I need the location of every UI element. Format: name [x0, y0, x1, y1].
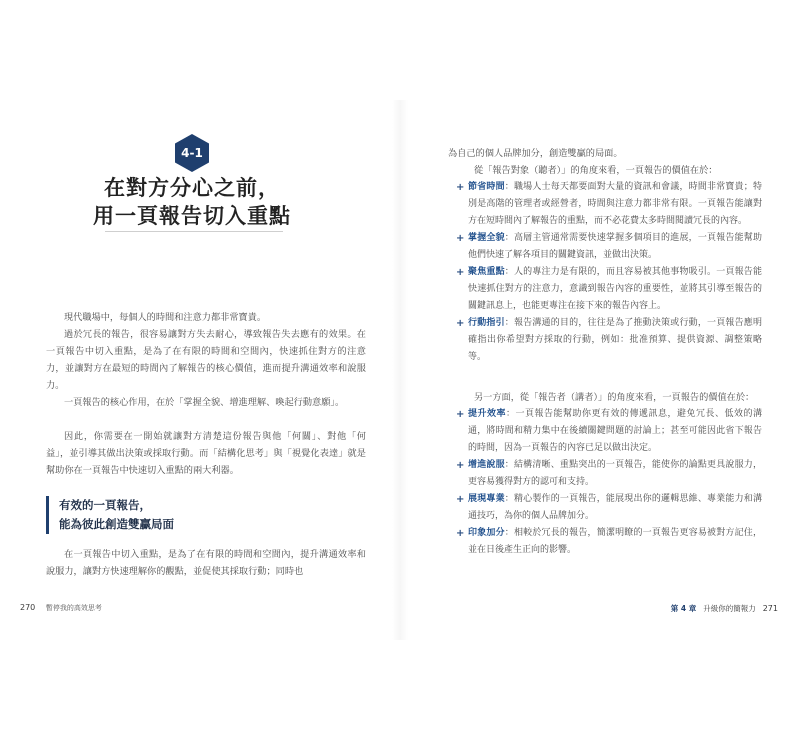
left-footer	[20, 603, 102, 613]
list-item	[456, 264, 762, 315]
paragraph-5: 在一頁報告中切入重點，是為了在有限的時間和空間內，提升溝通效率和說服力，讓對方快速理解你的觀點，並促使其採取行動；同時也	[46, 549, 366, 577]
page-number-left: 270	[20, 603, 36, 612]
chapter-section-badge	[172, 133, 212, 173]
reporter-value-list	[456, 406, 762, 559]
list-item	[456, 406, 762, 457]
list-item	[456, 230, 762, 264]
term-description: ：相較於冗長的報告，簡潔明瞭的一頁報告更容易被對方記住，並在日後產生正向的影響。	[468, 528, 762, 555]
term-description: ：精心製作的一頁報告，能展現出你的邏輯思維、專業能力和溝通技巧，為你的個人品牌加分。	[468, 494, 762, 521]
term-description: ：一頁報告能幫助你更有效的傳遞訊息，避免冗長、低效的溝通，將時間和精力集中在後續關鍵問題的討論上；甚至可能因此省下報告的時間，因為一頁報告的內容已足以做出決定。	[468, 409, 762, 453]
term-label: 掌握全貌	[468, 233, 505, 243]
list-item	[456, 491, 762, 525]
running-book-title: 暫停我的高效思考	[45, 604, 102, 612]
chapter-label: 第 4 章	[670, 604, 697, 613]
plus-bullet-icon: +	[456, 182, 465, 193]
term-label: 提升效率	[468, 409, 506, 419]
right-footer	[671, 603, 778, 614]
term-label: 行動指引	[468, 318, 505, 328]
term-label: 聚焦重點	[468, 267, 505, 277]
plus-bullet-icon: +	[456, 233, 465, 244]
section-title-line-2: 用一頁報告切入重點	[93, 203, 291, 228]
reporter-intro: 另一方面，從「報告者（講者）」的角度來看，一頁報告的價值在於：	[474, 392, 755, 403]
title-underline	[105, 231, 283, 232]
paragraph-1: 現代職場中，每個人的時間和注意力都非常寶貴。	[64, 312, 267, 323]
audience-value-list	[456, 179, 762, 366]
term-label: 展現專業	[468, 494, 505, 504]
subheading-line-1: 有效的一頁報告，	[59, 498, 151, 512]
list-item	[456, 315, 762, 366]
term-description: ：報告溝通的目的，往往是為了推動決策或行動，一頁報告應明確指出你希望對方採取的行動，例如：批准預算、提供資源、調整策略等。	[468, 318, 762, 362]
paragraph-4: 因此，你需要在一開始就讓對方清楚這份報告與他「何關」、對他「何益」，並引導其做出決策或採取行動。而「結構化思考」與「視覺化表達」就是幫助你在一頁報告中快速切入重點的兩大利器。	[46, 431, 366, 476]
audience-intro: 從「報告對象（聽者）」的角度來看，一頁報告的價值在於：	[474, 165, 718, 176]
plus-bullet-icon: +	[456, 494, 465, 505]
term-description: ：人的專注力是有限的，而且容易被其他事物吸引。一頁報告能快速抓住對方的注意力，意識到報告內容的重要性，並將其引導至報告的關鍵訊息上，也能更專注在接下來的報告內容上。	[468, 267, 762, 311]
plus-bullet-icon: +	[456, 267, 465, 278]
paragraph-3: 一頁報告的核心作用，在於「掌握全貌、增進理解、喚起行動意願」。	[64, 397, 345, 408]
term-label: 增進說服	[468, 460, 505, 470]
term-label: 節省時間	[468, 182, 505, 192]
section-title-line-1: 在對方分心之前，	[104, 175, 280, 200]
plus-bullet-icon: +	[456, 528, 465, 539]
subheading	[46, 496, 174, 534]
opening-line: 為自己的個人品牌加分，創造雙贏的局面。	[448, 148, 623, 159]
term-label: 印象加分	[468, 528, 505, 538]
section-number: 4-1	[181, 146, 203, 160]
page-number-right: 271	[762, 604, 778, 613]
list-item	[456, 457, 762, 491]
term-description: ：高層主管通常需要快速掌握多個項目的進展，一頁報告能幫助他們快速了解各項目的關鍵資訊，並做出決策。	[468, 233, 762, 260]
plus-bullet-icon: +	[456, 460, 465, 471]
paragraph-2: 過於冗長的報告，很容易讓對方失去耐心，導致報告失去應有的效果。在一頁報告中切入重點，是為了在有限的時間和空間內，快速抓住對方的注意力，並讓對方在最短的時間內了解報告的核心價值，進而提升溝通效率和說服力。	[46, 329, 366, 391]
list-item	[456, 179, 762, 230]
plus-bullet-icon: +	[456, 318, 465, 329]
subheading-line-2: 能為彼此創造雙贏局面	[59, 517, 174, 531]
plus-bullet-icon: +	[456, 409, 465, 420]
term-description: ：職場人士每天都要面對大量的資訊和會議，時間非常寶貴；特別是高階的管理者或經營者，時間與注意力都非常有限。一頁報告能讓對方在短時間內了解報告的重點，而不必花費太多時間閱讀冗長的內容。	[468, 182, 762, 226]
chapter-title: 升級你的簡報力	[703, 604, 756, 613]
term-description: ：結構清晰、重點突出的一頁報告，能使你的論點更具說服力，更容易獲得對方的認可和支持。	[468, 460, 762, 487]
list-item	[456, 525, 762, 559]
right-page	[400, 0, 800, 744]
